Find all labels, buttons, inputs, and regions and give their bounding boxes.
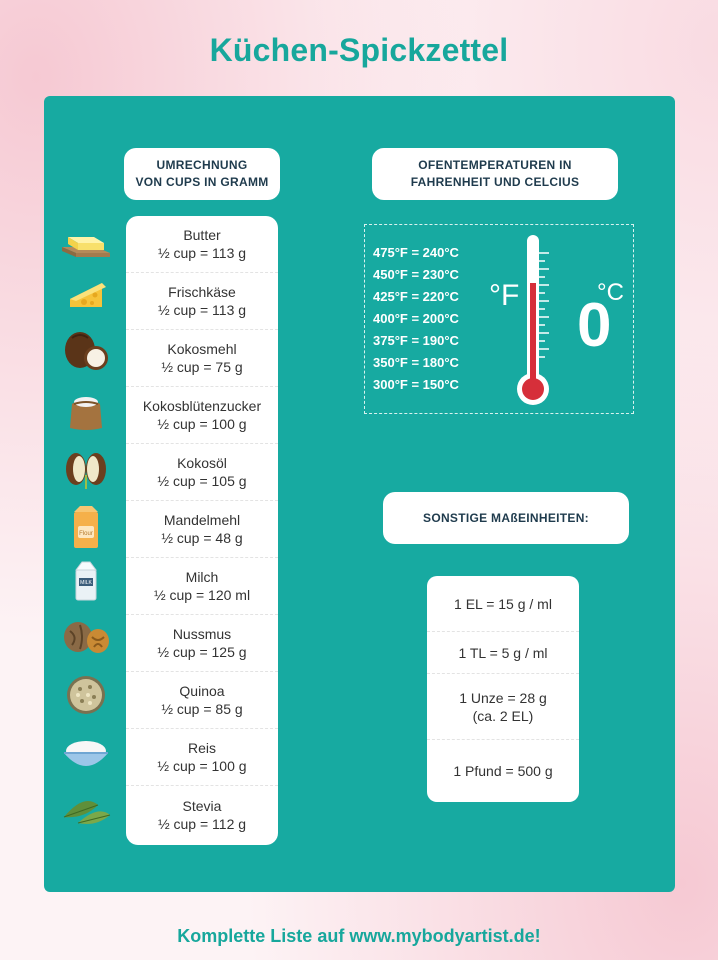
item-name: Butter xyxy=(183,227,221,243)
list-item xyxy=(126,216,278,273)
item-amount: ½ cup = 113 g xyxy=(157,245,247,261)
item-amount: ½ cup = 100 g xyxy=(157,758,247,774)
list-item xyxy=(427,740,579,802)
oven-header xyxy=(372,148,618,200)
list-item xyxy=(126,558,278,615)
cups-header-line1: UMRECHNUNG xyxy=(156,158,248,172)
temp-line: 450°F = 230°C xyxy=(373,267,459,282)
list-item xyxy=(427,632,579,674)
stevia-leaf-icon xyxy=(58,786,114,836)
item-amount: ½ cup = 48 g xyxy=(161,530,243,546)
quinoa-icon xyxy=(58,670,114,720)
coconut-halves-icon xyxy=(58,444,114,494)
cheese-icon xyxy=(58,268,114,318)
celsius-label: °C xyxy=(597,279,624,306)
list-item xyxy=(126,330,278,387)
measures-header xyxy=(383,492,629,544)
item-name: Kokosmehl xyxy=(167,341,237,357)
cups-header-line2: VON CUPS IN GRAMM xyxy=(135,175,269,189)
cups-conversion-list xyxy=(126,216,278,845)
oven-temperature-box xyxy=(364,224,634,414)
rice-bowl-icon xyxy=(58,730,114,780)
item-amount: ½ cup = 85 g xyxy=(161,701,243,717)
oven-header-line1: OFENTEMPERATUREN IN xyxy=(418,158,572,172)
svg-text:MILK: MILK xyxy=(80,580,92,586)
list-item xyxy=(427,576,579,632)
measure-line: 1 EL = 15 g / ml xyxy=(454,595,552,612)
milk-icon xyxy=(58,555,114,605)
measure-line: 1 Unze = 28 g xyxy=(459,689,547,706)
list-item xyxy=(126,672,278,729)
list-item xyxy=(126,387,278,444)
list-item xyxy=(126,729,278,786)
item-name: Milch xyxy=(185,569,219,585)
item-amount: ½ cup = 100 g xyxy=(157,416,247,432)
list-item xyxy=(126,615,278,672)
item-name: Stevia xyxy=(182,797,222,814)
item-name: Kokosöl xyxy=(177,455,227,471)
item-name: Quinoa xyxy=(179,683,225,699)
item-name: Nussmus xyxy=(172,626,232,642)
coconut-icon xyxy=(58,325,114,375)
list-item xyxy=(126,444,278,501)
temp-line: 300°F = 150°C xyxy=(373,377,459,392)
item-amount: ½ cup = 112 g xyxy=(157,815,247,832)
measure-line: 1 TL = 5 g / ml xyxy=(458,644,548,661)
item-name: Mandelmehl xyxy=(163,512,241,528)
list-item xyxy=(427,674,579,740)
list-item xyxy=(126,786,278,843)
svg-text:Flour: Flour xyxy=(79,531,93,537)
measures-list xyxy=(427,576,579,802)
thermometer-icon xyxy=(513,233,553,409)
sugar-sack-icon xyxy=(58,385,114,435)
list-item xyxy=(126,501,278,558)
temp-line: 400°F = 200°C xyxy=(373,311,459,326)
zero-degree-label: 0 xyxy=(577,291,612,360)
temp-line: 425°F = 220°C xyxy=(373,289,459,304)
walnut-icon xyxy=(58,612,114,662)
temp-line: 375°F = 190°C xyxy=(373,333,459,348)
item-amount: ½ cup = 120 ml xyxy=(153,587,251,603)
temp-line: 475°F = 240°C xyxy=(373,245,459,260)
flour-bag-icon xyxy=(58,502,114,552)
cups-header xyxy=(124,148,280,200)
temp-line: 350°F = 180°C xyxy=(373,355,459,370)
measures-header-text: SONSTIGE MAßEINHEITEN: xyxy=(423,510,589,525)
item-amount: ½ cup = 113 g xyxy=(157,302,247,318)
item-name: Reis xyxy=(187,740,216,756)
measure-line-note: (ca. 2 EL) xyxy=(472,707,534,724)
butter-icon xyxy=(58,218,114,268)
item-name: Frischkäse xyxy=(168,284,236,300)
fahrenheit-label: °F xyxy=(489,279,520,312)
measure-line: 1 Pfund = 500 g xyxy=(453,763,553,779)
list-item xyxy=(126,273,278,330)
page-title: Küchen-Spickzettel xyxy=(209,32,509,68)
oven-header-line2: FAHRENHEIT UND CELCIUS xyxy=(410,175,580,189)
item-name: Kokosblütenzucker xyxy=(142,398,262,414)
item-amount: ½ cup = 125 g xyxy=(157,644,247,660)
footer-link-text: Komplette Liste auf www.mybodyartist.de! xyxy=(177,926,541,946)
item-amount: ½ cup = 75 g xyxy=(161,359,243,375)
item-amount: ½ cup = 105 g xyxy=(157,473,247,489)
